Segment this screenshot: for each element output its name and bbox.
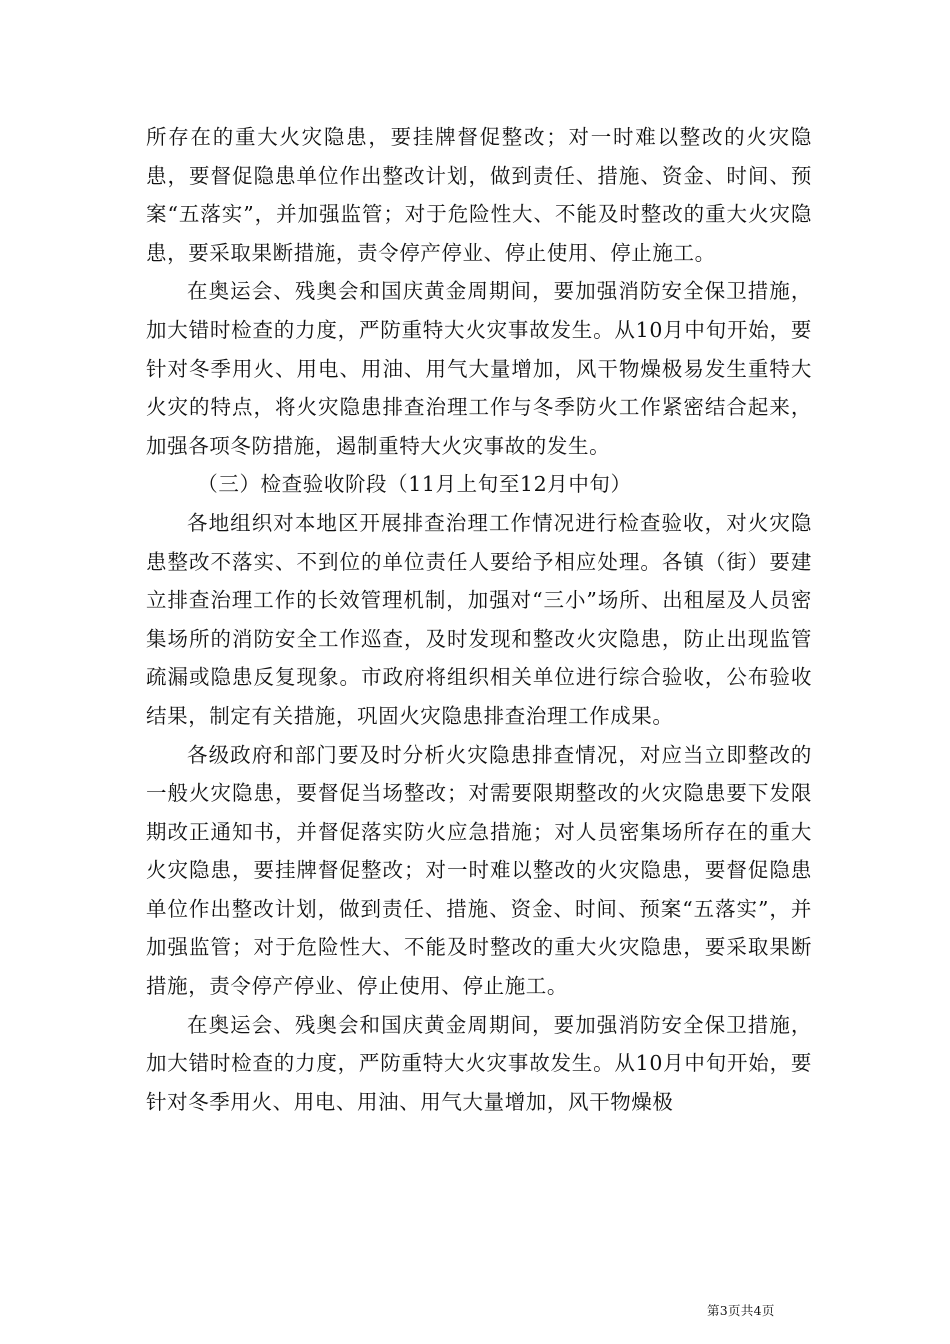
paragraph-olympics-safety-repeat: 在奥运会、残奥会和国庆黄金周期间，要加强消防安全保卫措施，加大错时检查的力度，严防重特大火灾事故发生。从10月中旬开始，要针对冬季用火、用电、用油、用气大量增加，风干物燥极 (146, 1012, 812, 1114)
paragraph-inspection-acceptance: 各地组织对本地区开展排查治理工作情况进行检查验收，对火灾隐患整改不落实、不到位的单位责任人要给予相应处理。各镇（街）要建立排查治理工作的长效管理机制，加强对“三小”场所、出租屋及人员密集场所的消防安全工作巡查，及时发现和整改火灾隐患，防止出现监管疏漏或隐患反复现象。市政府将组织相关单位进行综合验收，公布验收结果，制定有关措施，巩固火灾隐患排查治理工作成果。 (146, 510, 812, 728)
paragraph-continued: 所存在的重大火灾隐患，要挂牌督促整改；对一时难以整改的火灾隐患，要督促隐患单位作出整改计划，做到责任、措施、资金、时间、预案“五落实”，并加强监管；对于危险性大、不能及时整改的重大火灾隐患，要采取果断措施，责令停产停业、停止使用、停止施工。 (146, 125, 812, 265)
paragraph-hazard-analysis: 各级政府和部门要及时分析火灾隐患排查情况，对应当立即整改的一般火灾隐患，要督促当场整改；对需要限期整改的火灾隐患要下发限期改正通知书，并督促落实防火应急措施；对人员密集场所存在的重大火灾隐患，要挂牌督促整改；对一时难以整改的火灾隐患，要督促隐患单位作出整改计划，做到责任、措施、资金、时间、预案“五落实”，并加强监管；对于危险性大、不能及时整改的重大火灾隐患，要采取果断措施，责令停产停业、停止使用、停止施工。 (146, 742, 812, 999)
section-heading-inspection-stage: （三）检查验收阶段（11月上旬至12月中旬） (197, 472, 632, 497)
paragraph-olympics-safety: 在奥运会、残奥会和国庆黄金周期间，要加强消防安全保卫措施，加大错时检查的力度，严防重特大火灾事故发生。从10月中旬开始，要针对冬季用火、用电、用油、用气大量增加，风干物燥极易发生重特大火灾的特点，将火灾隐患排查治理工作与冬季防火工作紧密结合起来，加强各项冬防措施，遏制重特大火灾事故的发生。 (146, 279, 812, 458)
document-body (146, 118, 812, 1121)
page-number: 第3页共4页 (707, 1303, 775, 1318)
